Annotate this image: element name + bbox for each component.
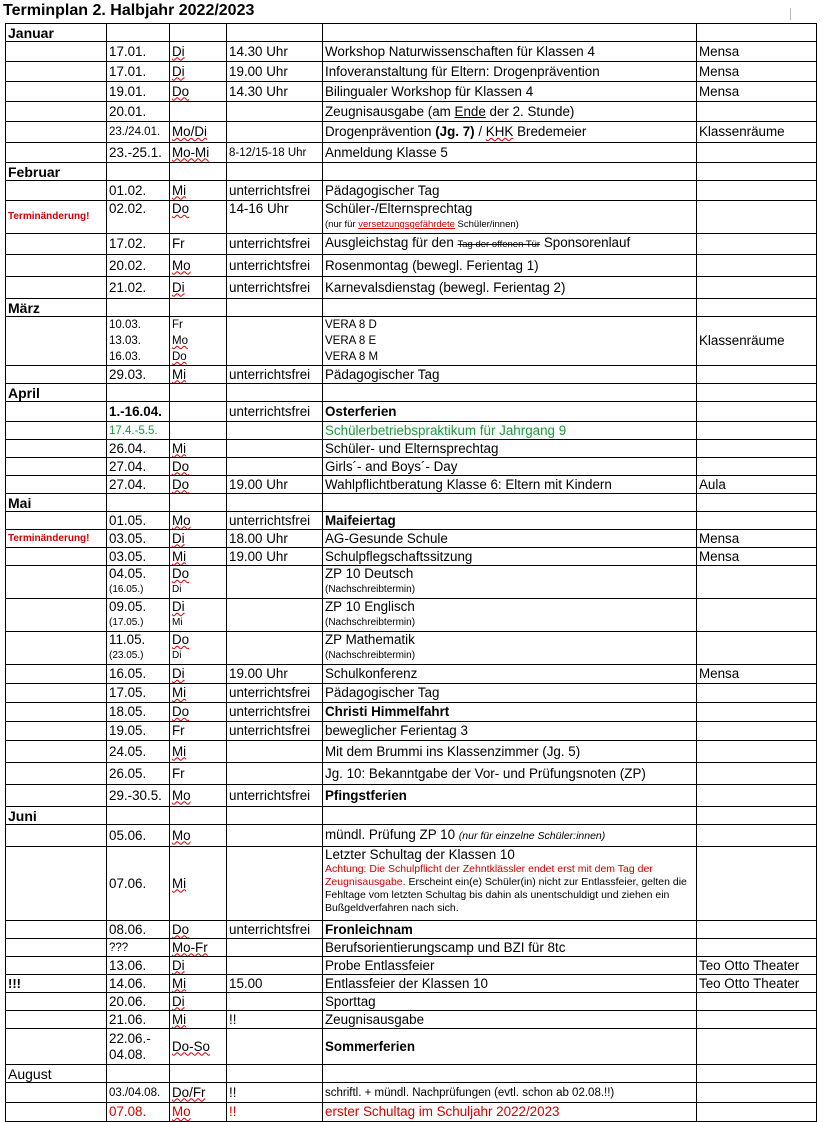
place-cell: Mensa bbox=[697, 548, 817, 566]
table-row bbox=[6, 402, 817, 422]
day-cell: Do bbox=[170, 476, 227, 494]
date-cell: 17.05. bbox=[107, 684, 170, 703]
date-cell: 27.04. bbox=[107, 476, 170, 494]
date-cell: ??? bbox=[107, 939, 170, 957]
day-cell: Di bbox=[170, 530, 227, 548]
table-row bbox=[6, 102, 817, 122]
table-row bbox=[6, 548, 817, 566]
day-cell: Do bbox=[170, 921, 227, 939]
event-cell: Maifeiertag bbox=[323, 512, 697, 530]
time-cell: unterrichtsfrei bbox=[227, 785, 323, 807]
day-cell: Di bbox=[170, 993, 227, 1011]
day-cell: Mi bbox=[170, 1011, 227, 1029]
event-cell: mündl. Prüfung ZP 10 (nur für einzelne Schüler:innen) bbox=[323, 825, 697, 847]
event-cell: AG-Gesunde Schule bbox=[323, 530, 697, 548]
date-cell: 26.05. bbox=[107, 763, 170, 785]
table-row bbox=[6, 665, 817, 684]
place-cell: Mensa bbox=[697, 530, 817, 548]
day-cell: Di bbox=[170, 665, 227, 684]
table-row bbox=[6, 122, 817, 143]
time-cell: 8-12/15-18 Uhr bbox=[227, 143, 323, 163]
day-cell: Fr bbox=[170, 234, 227, 255]
date-cell: 17.02. bbox=[107, 234, 170, 255]
date-cell: 03./04.08. bbox=[107, 1083, 170, 1103]
event-cell: Schüler- und Elternsprechtag bbox=[323, 440, 697, 458]
date-cell: 17.01. bbox=[107, 42, 170, 62]
time-cell: 14.30 Uhr bbox=[227, 82, 323, 102]
time-cell: 15.00 bbox=[227, 975, 323, 993]
section-header-januar bbox=[6, 24, 817, 42]
day-cell: Mi bbox=[170, 440, 227, 458]
event-cell: schriftl. + mündl. Nachprüfungen (evtl. schon ab 02.08.!!) bbox=[323, 1083, 697, 1103]
date-cell: 07.08. bbox=[107, 1103, 170, 1122]
time-cell: 19.00 Uhr bbox=[227, 548, 323, 566]
time-cell: 18.00 Uhr bbox=[227, 530, 323, 548]
table-row bbox=[6, 62, 817, 82]
place-cell: Klassenräume bbox=[697, 317, 817, 366]
table-row bbox=[6, 476, 817, 494]
time-cell: 19.00 Uhr bbox=[227, 62, 323, 82]
day-cell: Mi bbox=[170, 181, 227, 201]
day-cell: Di bbox=[170, 957, 227, 975]
day-cell: Mo/Di bbox=[170, 122, 227, 143]
date-cell: 03.05. bbox=[107, 530, 170, 548]
event-cell: Pädagogischer Tag bbox=[323, 181, 697, 201]
date-cell: 19.01. bbox=[107, 82, 170, 102]
time-cell: unterrichtsfrei bbox=[227, 722, 323, 741]
section-label: März bbox=[6, 299, 107, 317]
time-cell: unterrichtsfrei bbox=[227, 921, 323, 939]
date-cell: 01.05. bbox=[107, 512, 170, 530]
event-cell: Zeugnisausgabe bbox=[323, 1011, 697, 1029]
date-cell: 08.06. bbox=[107, 921, 170, 939]
time-cell: unterrichtsfrei bbox=[227, 703, 323, 722]
date-cell: 18.05. bbox=[107, 703, 170, 722]
date-cell: 13.06. bbox=[107, 957, 170, 975]
table-row bbox=[6, 1029, 817, 1065]
time-cell: 19.00 Uhr bbox=[227, 476, 323, 494]
event-cell: Osterferien bbox=[323, 402, 697, 422]
date-cell: 17.4.-5.5. bbox=[107, 422, 170, 440]
date-cell: 11.05. (23.05.) bbox=[107, 632, 170, 665]
event-cell: Pfingstferien bbox=[323, 785, 697, 807]
time-cell: unterrichtsfrei bbox=[227, 512, 323, 530]
attention-marks: !!! bbox=[6, 975, 107, 993]
time-cell: !! bbox=[227, 1011, 323, 1029]
table-row bbox=[6, 42, 817, 62]
time-cell: unterrichtsfrei bbox=[227, 234, 323, 255]
time-cell: 19.00 Uhr bbox=[227, 665, 323, 684]
event-cell: beweglicher Ferientag 3 bbox=[323, 722, 697, 741]
date-cell: 10.03. 13.03. 16.03. bbox=[107, 317, 170, 366]
date-cell: 23./24.01. bbox=[107, 122, 170, 143]
date-cell: 20.01. bbox=[107, 102, 170, 122]
table-row bbox=[6, 201, 817, 234]
event-cell: Infoveranstaltung für Eltern: Drogenprävention bbox=[323, 62, 697, 82]
date-cell: 20.06. bbox=[107, 993, 170, 1011]
day-cell: Do bbox=[170, 82, 227, 102]
table-row bbox=[6, 599, 817, 632]
event-cell: Mit dem Brummi ins Klassenzimmer (Jg. 5) bbox=[323, 741, 697, 763]
table-row bbox=[6, 317, 817, 366]
date-cell: 24.05. bbox=[107, 741, 170, 763]
date-cell: 17.01. bbox=[107, 62, 170, 82]
date-cell: 21.06. bbox=[107, 1011, 170, 1029]
day-cell: Do-So bbox=[170, 1029, 227, 1065]
event-cell: ZP 10 Deutsch (Nachschreibtermin) bbox=[323, 566, 697, 599]
table-row bbox=[6, 1083, 817, 1103]
day-cell: Mo bbox=[170, 1103, 227, 1122]
change-notice-label: Terminänderung! bbox=[6, 201, 107, 234]
date-cell: 29.-30.5. bbox=[107, 785, 170, 807]
day-cell: Do bbox=[170, 458, 227, 476]
section-label: Juni bbox=[6, 807, 107, 825]
event-cell: erster Schultag im Schuljahr 2022/2023 bbox=[323, 1103, 697, 1122]
event-cell: VERA 8 D VERA 8 E VERA 8 M bbox=[323, 317, 697, 366]
section-header-august bbox=[6, 1065, 817, 1083]
time-cell: unterrichtsfrei bbox=[227, 684, 323, 703]
event-cell: Pädagogischer Tag bbox=[323, 684, 697, 703]
schedule-table bbox=[5, 23, 817, 1122]
table-row bbox=[6, 993, 817, 1011]
change-notice-label: Terminänderung! bbox=[6, 530, 107, 548]
section-header-februar bbox=[6, 163, 817, 181]
day-cell: Fr bbox=[170, 722, 227, 741]
table-row bbox=[6, 632, 817, 665]
section-header-april bbox=[6, 384, 817, 402]
table-row bbox=[6, 440, 817, 458]
event-cell: Schülerbetriebspraktikum für Jahrgang 9 bbox=[323, 422, 697, 440]
table-row bbox=[6, 458, 817, 476]
date-cell: 03.05. bbox=[107, 548, 170, 566]
date-cell: 21.02. bbox=[107, 277, 170, 299]
event-cell: Anmeldung Klasse 5 bbox=[323, 143, 697, 163]
table-row bbox=[6, 277, 817, 299]
table-row bbox=[6, 975, 817, 993]
date-cell: 19.05. bbox=[107, 722, 170, 741]
section-header-juni bbox=[6, 807, 817, 825]
event-cell: Fronleichnam bbox=[323, 921, 697, 939]
event-cell: ZP 10 Englisch (Nachschreibtermin) bbox=[323, 599, 697, 632]
date-cell: 04.05. (16.05.) bbox=[107, 566, 170, 599]
date-cell: 20.02. bbox=[107, 255, 170, 277]
day-cell: Mo bbox=[170, 255, 227, 277]
day-cell: Mi bbox=[170, 684, 227, 703]
table-row bbox=[6, 921, 817, 939]
event-cell: ZP Mathematik (Nachschreibtermin) bbox=[323, 632, 697, 665]
event-cell: Schüler-/Elternsprechtag (nur für versetzungsgefährdete Schüler/innen) bbox=[323, 201, 697, 234]
event-cell: Sommerferien bbox=[323, 1029, 697, 1065]
event-cell: Probe Entlassfeier bbox=[323, 957, 697, 975]
time-cell: unterrichtsfrei bbox=[227, 255, 323, 277]
date-cell: 26.04. bbox=[107, 440, 170, 458]
day-cell: Mi bbox=[170, 548, 227, 566]
place-cell: Aula bbox=[697, 476, 817, 494]
table-row bbox=[6, 785, 817, 807]
date-cell: 27.04. bbox=[107, 458, 170, 476]
section-label: Januar bbox=[6, 24, 107, 42]
time-cell: unterrichtsfrei bbox=[227, 277, 323, 299]
section-label: Mai bbox=[6, 494, 107, 512]
day-cell: Mo-Fr bbox=[170, 939, 227, 957]
day-cell: Di bbox=[170, 277, 227, 299]
event-cell: Schulkonferenz bbox=[323, 665, 697, 684]
place-cell: Teo Otto Theater bbox=[697, 957, 817, 975]
table-row bbox=[6, 741, 817, 763]
time-cell: unterrichtsfrei bbox=[227, 366, 323, 384]
day-cell: Di Mi bbox=[170, 599, 227, 632]
time-cell: unterrichtsfrei bbox=[227, 402, 323, 422]
date-cell: 1.-16.04. bbox=[107, 402, 170, 422]
day-cell: Do bbox=[170, 703, 227, 722]
time-cell: unterrichtsfrei bbox=[227, 181, 323, 201]
day-cell: Mi bbox=[170, 847, 227, 921]
date-cell: 02.02. bbox=[107, 201, 170, 234]
table-row bbox=[6, 512, 817, 530]
event-cell: Sporttag bbox=[323, 993, 697, 1011]
place-cell: Mensa bbox=[697, 82, 817, 102]
day-cell: Mo bbox=[170, 512, 227, 530]
table-row bbox=[6, 703, 817, 722]
table-row bbox=[6, 763, 817, 785]
event-cell: Zeugnisausgabe (am Ende der 2. Stunde) bbox=[323, 102, 697, 122]
day-cell: Di bbox=[170, 42, 227, 62]
day-cell: Di bbox=[170, 62, 227, 82]
place-cell: Mensa bbox=[697, 62, 817, 82]
place-cell: Mensa bbox=[697, 665, 817, 684]
event-cell: Letzter Schultag der Klassen 10 Achtung: Die Schulpflicht der Zehntklässler endet erst mit dem Tag der Zeugnisausgabe. Erscheint ein(e) Schüler(in) nicht zur Entlassfeier, gelten die Fehltage vom letzten Schultag bis dahin als unentschuldigt und ziehen ein Bußgeldverfahren nach sich. bbox=[323, 847, 697, 921]
day-cell: Fr Mo Do bbox=[170, 317, 227, 366]
table-row bbox=[6, 422, 817, 440]
time-cell: !! bbox=[227, 1103, 323, 1122]
event-cell: Ausgleichstag für den Tag der offenen Tür Sponsorenlauf bbox=[323, 234, 697, 255]
date-cell: 05.06. bbox=[107, 825, 170, 847]
date-cell: 01.02. bbox=[107, 181, 170, 201]
time-cell: 14.30 Uhr bbox=[227, 42, 323, 62]
event-cell: Jg. 10: Bekanntgabe der Vor- und Prüfungsnoten (ZP) bbox=[323, 763, 697, 785]
table-row bbox=[6, 530, 817, 548]
event-cell: Wahlpflichtberatung Klasse 6: Eltern mit Kindern bbox=[323, 476, 697, 494]
table-row bbox=[6, 1103, 817, 1122]
time-cell: 14-16 Uhr bbox=[227, 201, 323, 234]
date-cell: 14.06. bbox=[107, 975, 170, 993]
section-header-maerz bbox=[6, 299, 817, 317]
table-row bbox=[6, 234, 817, 255]
day-cell: Do Di bbox=[170, 566, 227, 599]
day-cell: Do Di bbox=[170, 632, 227, 665]
section-label: August bbox=[6, 1065, 107, 1083]
table-row bbox=[6, 1011, 817, 1029]
section-label: April bbox=[6, 384, 107, 402]
page-title: Terminplan 2. Halbjahr 2022/2023 bbox=[3, 2, 255, 19]
day-cell: Fr bbox=[170, 763, 227, 785]
date-cell: 22.06.- 04.08. bbox=[107, 1029, 170, 1065]
event-cell: Schulpflegschaftssitzung bbox=[323, 548, 697, 566]
day-cell: Do/Fr bbox=[170, 1083, 227, 1103]
day-cell: Mi bbox=[170, 975, 227, 993]
day-cell: Mo bbox=[170, 825, 227, 847]
table-row bbox=[6, 366, 817, 384]
section-header-mai bbox=[6, 494, 817, 512]
day-cell: Mo bbox=[170, 785, 227, 807]
event-cell: Drogenprävention (Jg. 7) / KHK Bredemeier bbox=[323, 122, 697, 143]
event-cell: Rosenmontag (bewegl. Ferientag 1) bbox=[323, 255, 697, 277]
day-cell: Mi bbox=[170, 741, 227, 763]
table-row bbox=[6, 722, 817, 741]
table-row bbox=[6, 939, 817, 957]
event-cell: Karnevalsdienstag (bewegl. Ferientag 2) bbox=[323, 277, 697, 299]
place-cell: Teo Otto Theater bbox=[697, 975, 817, 993]
text-cursor-mark bbox=[790, 8, 791, 20]
table-row bbox=[6, 957, 817, 975]
date-cell: 07.06. bbox=[107, 847, 170, 921]
date-cell: 23.-25.1. bbox=[107, 143, 170, 163]
table-row bbox=[6, 143, 817, 163]
time-cell: !! bbox=[227, 1083, 323, 1103]
date-cell: 16.05. bbox=[107, 665, 170, 684]
event-cell: Entlassfeier der Klassen 10 bbox=[323, 975, 697, 993]
table-row bbox=[6, 825, 817, 847]
day-cell: Mi bbox=[170, 366, 227, 384]
event-cell: Bilingualer Workshop für Klassen 4 bbox=[323, 82, 697, 102]
day-cell: Do bbox=[170, 201, 227, 234]
event-cell: Workshop Naturwissenschaften für Klassen 4 bbox=[323, 42, 697, 62]
day-cell: Mo-Mi bbox=[170, 143, 227, 163]
table-row bbox=[6, 181, 817, 201]
table-row bbox=[6, 82, 817, 102]
place-cell: Mensa bbox=[697, 42, 817, 62]
section-label: Februar bbox=[6, 163, 107, 181]
table-row bbox=[6, 847, 817, 921]
event-cell: Pädagogischer Tag bbox=[323, 366, 697, 384]
event-cell: Girls´- and Boys´- Day bbox=[323, 458, 697, 476]
date-cell: 29.03. bbox=[107, 366, 170, 384]
date-cell: 09.05. (17.05.) bbox=[107, 599, 170, 632]
table-row bbox=[6, 566, 817, 599]
table-row bbox=[6, 255, 817, 277]
place-cell: Klassenräume bbox=[697, 122, 817, 143]
table-row bbox=[6, 684, 817, 703]
event-cell: Berufsorientierungscamp und BZI für 8tc bbox=[323, 939, 697, 957]
event-cell: Christi Himmelfahrt bbox=[323, 703, 697, 722]
